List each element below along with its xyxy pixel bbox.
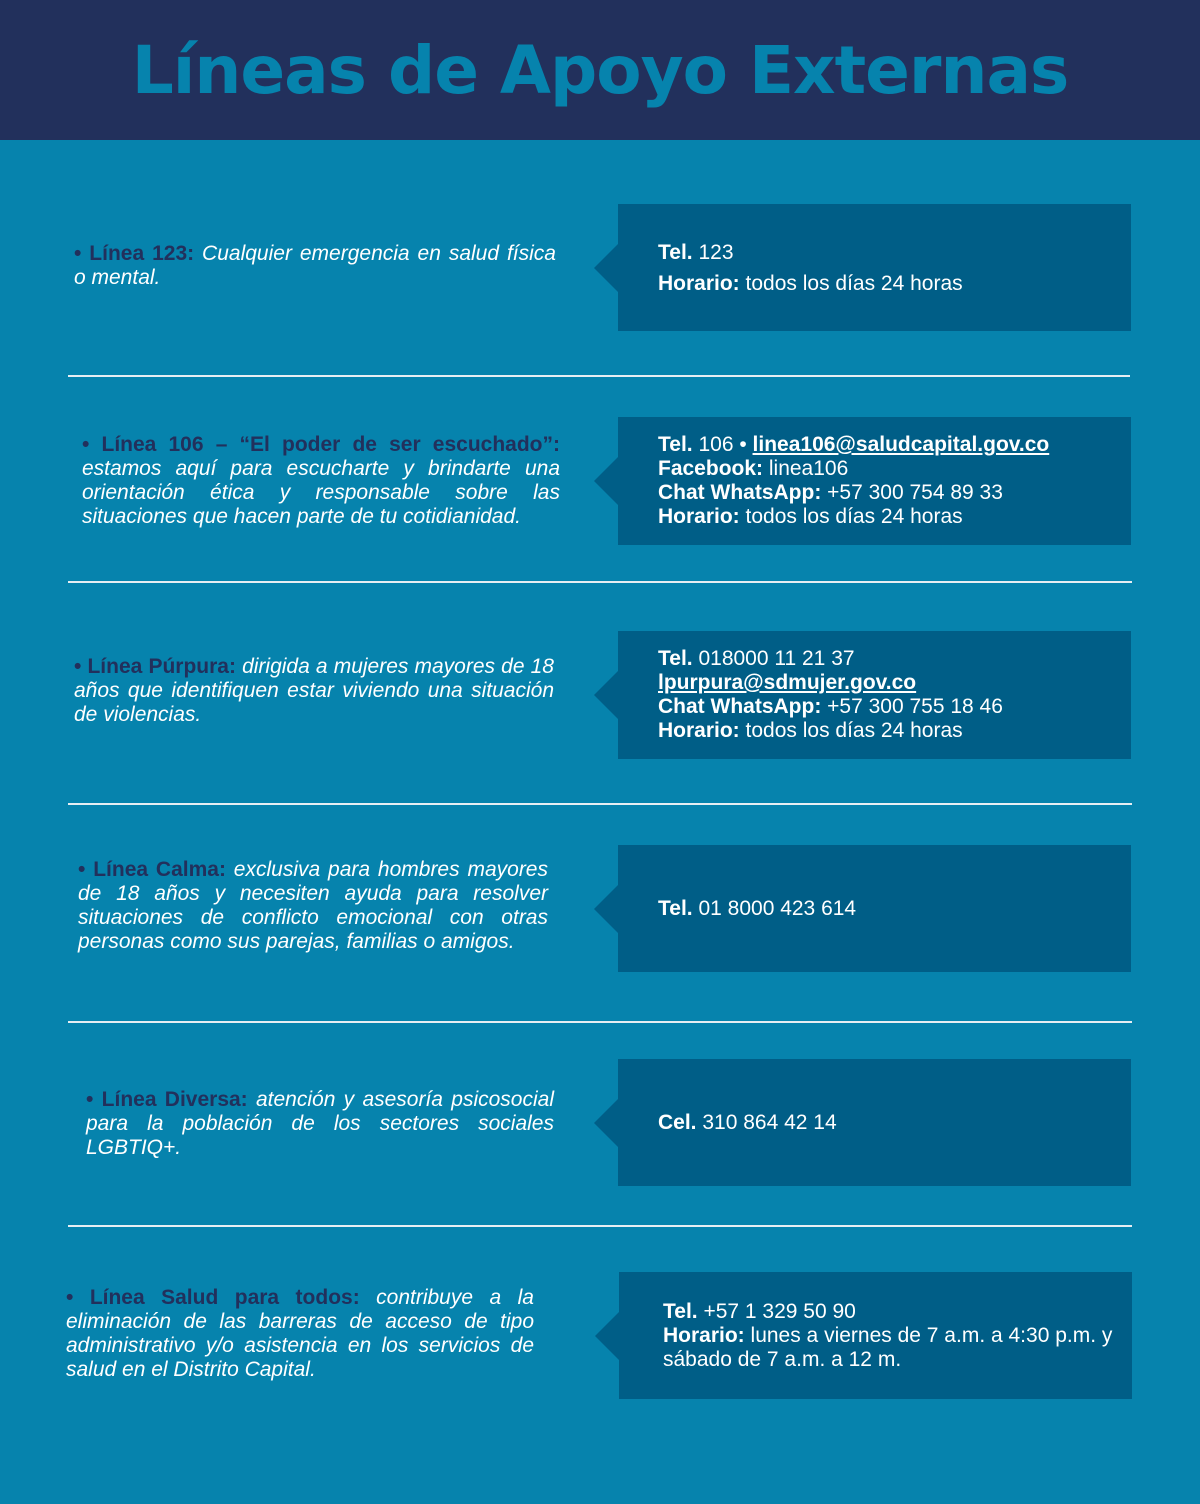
line-calma-contact-box	[618, 845, 1131, 972]
contact-row	[658, 695, 1131, 719]
schedule-value: todos los días 24 horas	[739, 505, 963, 528]
schedule-value: lunes a viernes de 7 a.m. a 4:30 p.m. y sábado de 7 a.m. a 12 m.	[663, 1323, 1113, 1371]
contact-label: Horario:	[663, 1323, 745, 1347]
line-106-description	[82, 433, 560, 529]
bullet-icon: •	[82, 433, 90, 456]
line-calma-text: exclusiva para hombres mayores de 18 años y necesiten ayuda para resolver situaciones de conflicto emocional con otras personas como sus parejas, familias o amigos.	[78, 858, 548, 953]
email-link[interactable]: linea106@saludcapital.gov.co	[752, 433, 1050, 456]
whatsapp-value[interactable]: +57 300 754 89 33	[821, 481, 1003, 504]
line-123-description	[74, 242, 556, 290]
line-purpura-text: dirigida a mujeres mayores de 18 años que identifiquen estar viviendo una situación de violencias.	[74, 655, 554, 726]
line-purpura-description	[74, 655, 554, 727]
line-106-text: estamos aquí para escucharte y brindarte una orientación ética y responsable sobre las situaciones que hacen parte de tu cotidianidad.	[82, 457, 560, 528]
contact-label: Chat WhatsApp:	[658, 481, 822, 504]
bullet-icon: •	[66, 1286, 74, 1309]
bullet-icon: •	[74, 242, 82, 265]
facebook-value[interactable]: linea106	[763, 457, 849, 480]
line-calma-description	[78, 858, 548, 954]
contact-row	[663, 1300, 1114, 1324]
line-salud-contact-box	[619, 1272, 1132, 1399]
contact-row	[658, 457, 1131, 481]
contact-label: Horario:	[658, 271, 740, 295]
contact-label: Tel.	[663, 1299, 698, 1323]
email-link[interactable]: lpurpura@sdmujer.gov.co	[658, 671, 917, 694]
phone-value[interactable]: 123	[692, 240, 734, 264]
line-diversa-description	[86, 1088, 554, 1160]
contact-row	[658, 671, 1131, 695]
line-salud-name: Línea Salud para todos:	[89, 1286, 360, 1309]
line-salud-description	[66, 1286, 534, 1382]
divider	[68, 1021, 1132, 1023]
phone-value[interactable]: 106 •	[692, 433, 747, 456]
contact-row	[658, 481, 1131, 505]
contact-label: Tel.	[658, 433, 693, 456]
contact-label: Tel.	[658, 896, 693, 920]
contact-row	[658, 268, 1131, 299]
contact-row	[658, 505, 1131, 529]
line-123-text: Cualquier emergencia en salud física o mental.	[74, 242, 556, 289]
contact-row	[663, 1324, 1114, 1372]
header-banner	[0, 0, 1200, 140]
contact-row	[658, 719, 1131, 743]
contact-row	[658, 647, 1131, 671]
divider	[68, 375, 1130, 377]
contact-label: Horario:	[658, 505, 740, 528]
contact-row	[658, 897, 1131, 921]
phone-value[interactable]: 310 864 42 14	[696, 1110, 837, 1134]
bullet-icon: •	[78, 858, 86, 881]
contact-label: Facebook:	[658, 457, 764, 480]
line-106-contact-box	[618, 417, 1131, 545]
contact-row	[658, 1111, 1131, 1135]
schedule-value: todos los días 24 horas	[739, 719, 963, 742]
line-106-name: Línea 106 – “El poder de ser escuchado”:	[101, 433, 560, 456]
schedule-value: todos los días 24 horas	[739, 271, 963, 295]
line-123-name: Línea 123:	[89, 242, 195, 265]
line-purpura-name: Línea Púrpura:	[87, 655, 236, 678]
contact-label: Horario:	[658, 719, 740, 742]
line-123-contact-box	[618, 204, 1131, 331]
contact-label: Cel.	[658, 1110, 697, 1134]
contact-row	[658, 433, 1131, 457]
divider	[68, 803, 1132, 805]
line-salud-text: contribuye a la eliminación de las barreras de acceso de tipo administrativo y/o asistencia en los servicios de salud en el Distrito Capital.	[66, 1286, 534, 1381]
divider	[68, 581, 1132, 583]
contact-row	[658, 237, 1131, 268]
line-diversa-contact-box	[618, 1059, 1131, 1186]
page-title: Líneas de Apoyo Externas	[131, 31, 1069, 109]
line-calma-name: Línea Calma:	[93, 858, 226, 881]
whatsapp-value[interactable]: +57 300 755 18 46	[821, 695, 1003, 718]
line-purpura-contact-box	[618, 631, 1131, 759]
line-diversa-text: atención y asesoría psicosocial para la población de los sectores sociales LGBTIQ+.	[86, 1088, 554, 1159]
bullet-icon: •	[74, 655, 82, 678]
line-diversa-name: Línea Diversa:	[101, 1088, 248, 1111]
phone-value[interactable]: +57 1 329 50 90	[697, 1299, 856, 1323]
contact-label: Tel.	[658, 240, 693, 264]
divider	[68, 1225, 1132, 1227]
phone-value[interactable]: 01 8000 423 614	[692, 896, 857, 920]
contact-label: Chat WhatsApp:	[658, 695, 822, 718]
phone-value[interactable]: 018000 11 21 37	[692, 647, 855, 670]
bullet-icon: •	[86, 1088, 94, 1111]
contact-label: Tel.	[658, 647, 693, 670]
